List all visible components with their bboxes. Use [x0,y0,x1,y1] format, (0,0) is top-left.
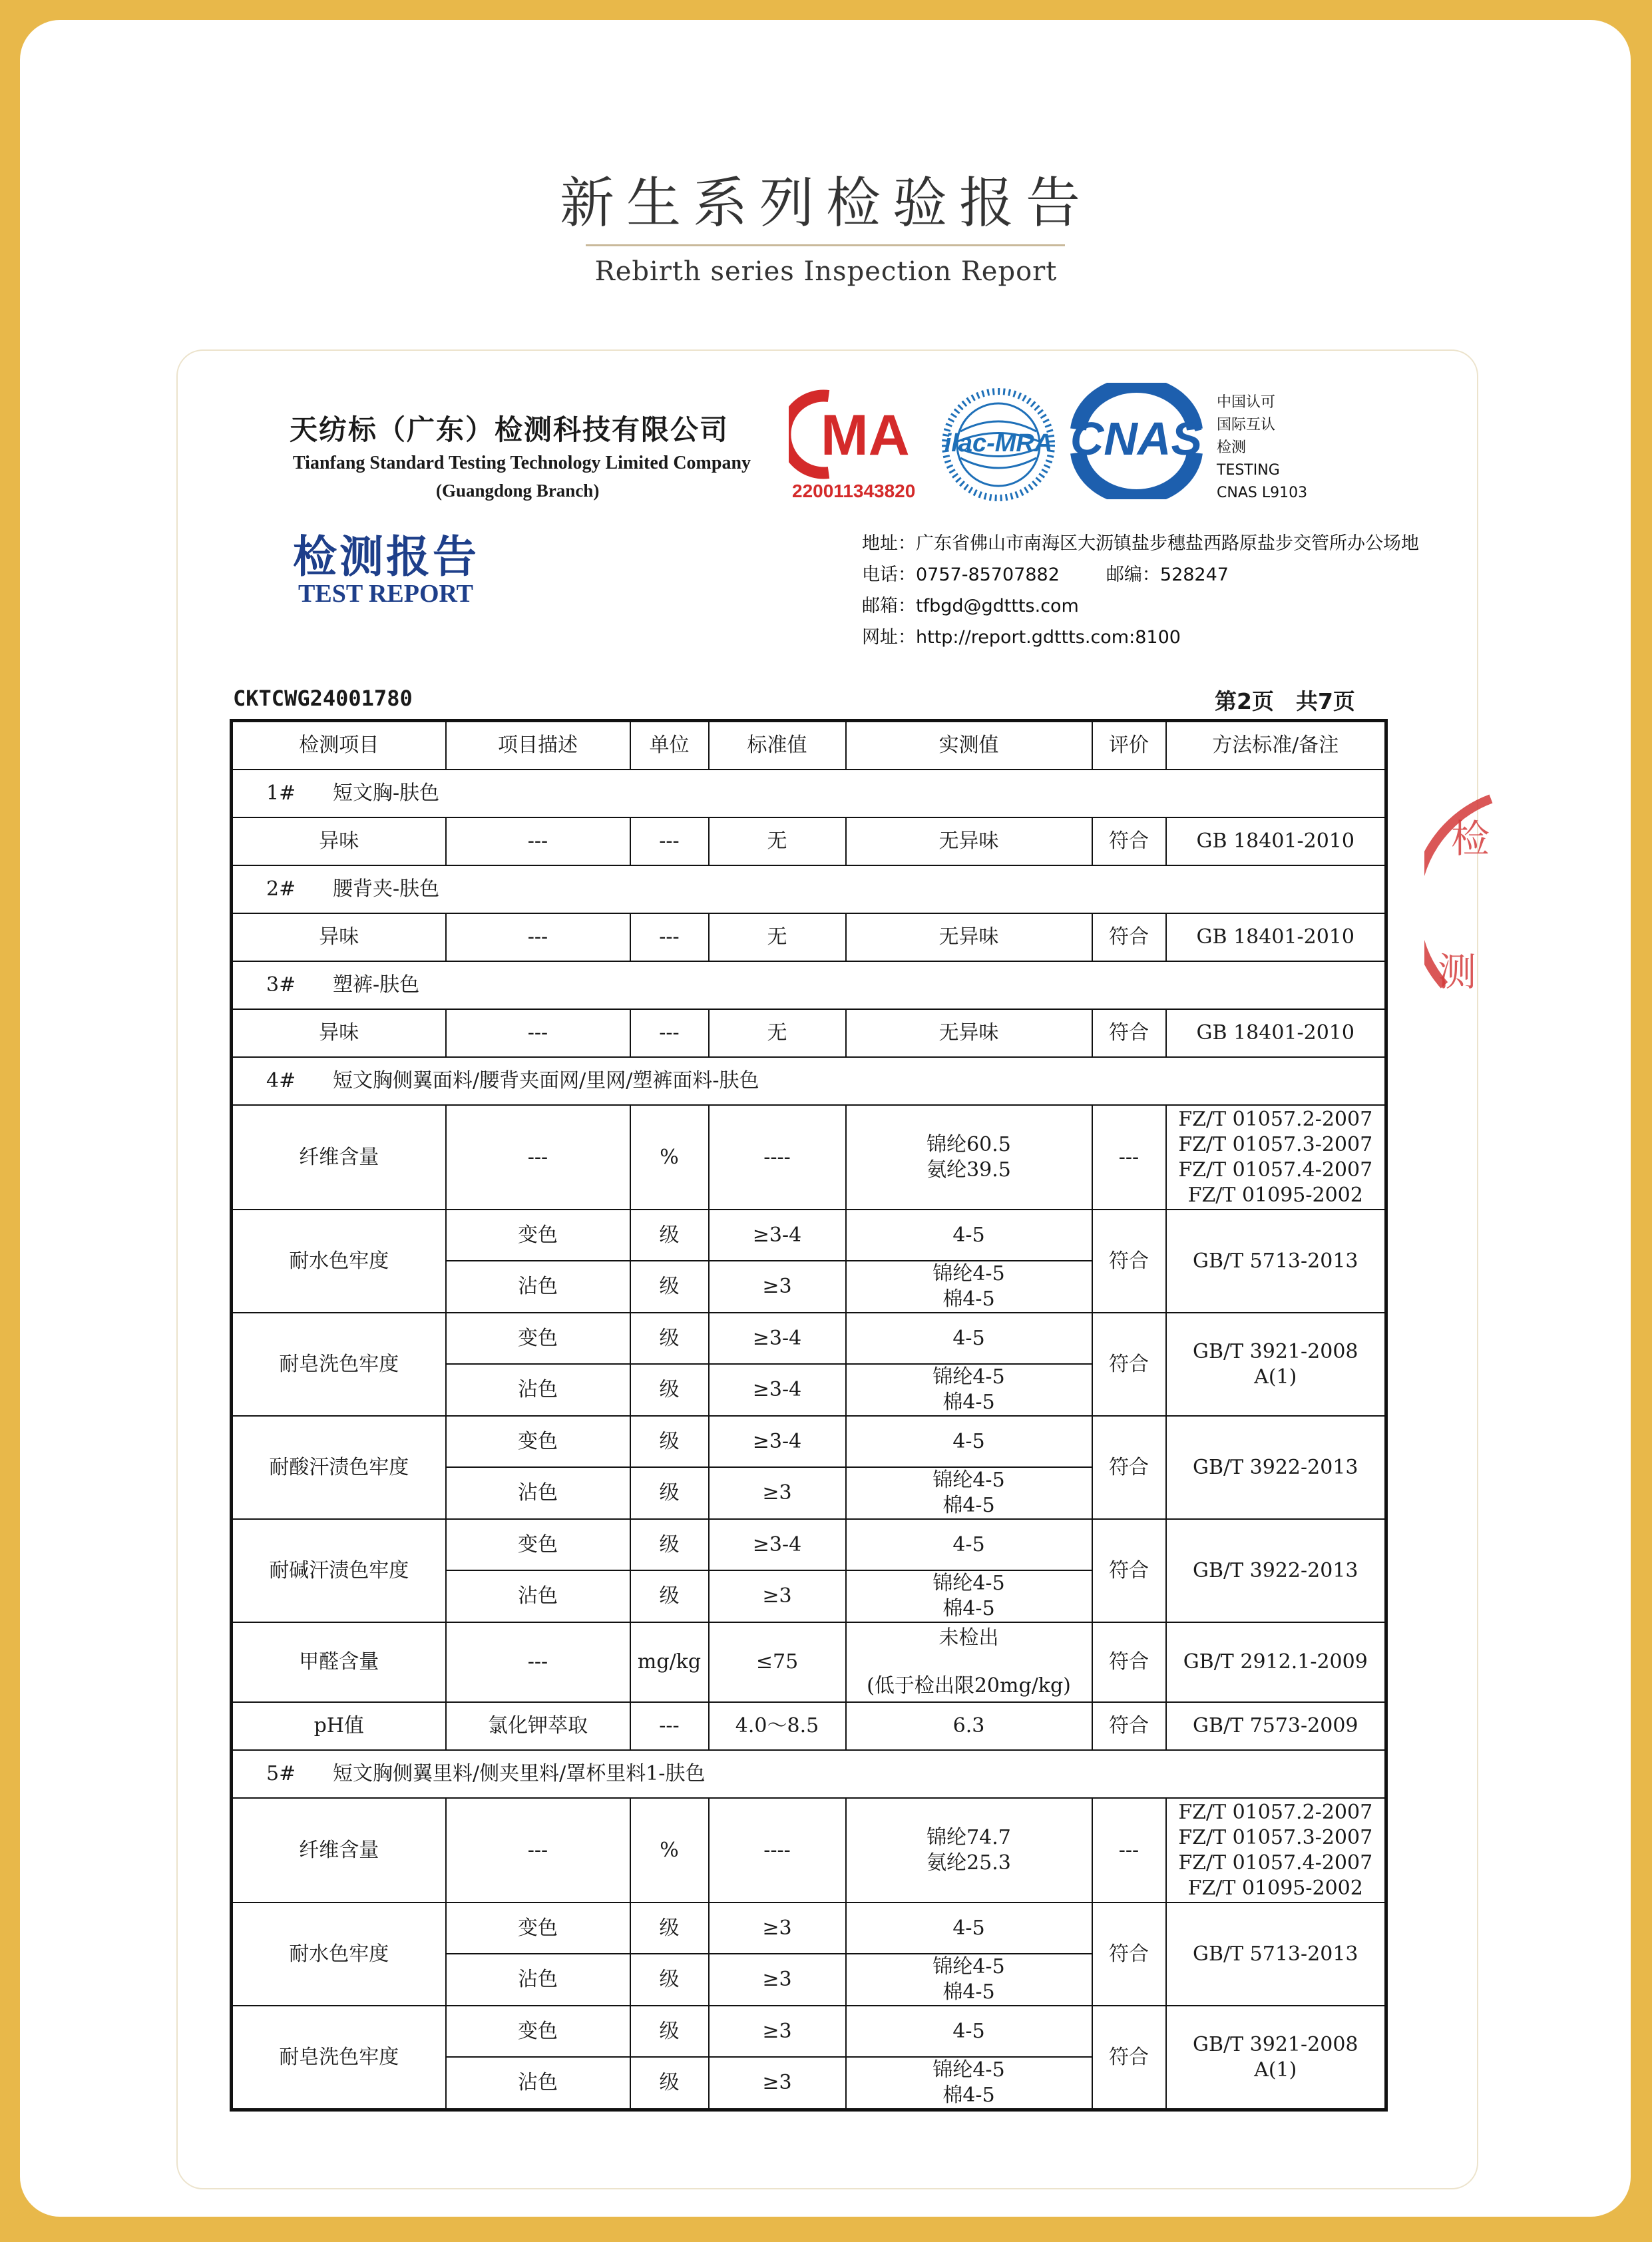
method-line: A(1) [1254,2058,1297,2082]
cell: ≥3-4 [709,1313,846,1364]
postcode: 邮编：528247 [1106,564,1229,585]
cell: 异味 [232,913,446,961]
cell: 异味 [232,1009,446,1057]
cnas-accreditation-text [1217,391,1307,505]
email: 邮箱：tfbgd@gdttts.com [862,596,1079,616]
cell [846,1622,1092,1702]
cell [1166,1105,1386,1210]
header-cell: 方法标准/备注 [1166,721,1386,770]
cell: ≥3-4 [709,1364,846,1416]
cell: 级 [630,1313,709,1364]
cma-logo [789,389,919,479]
cell: 氯化钾萃取 [446,1702,630,1750]
cell: 耐皂洗色牢度 [232,1313,446,1416]
value-line: 棉4-5 [942,2084,995,2107]
method-line: FZ/T 01057.2-2007 [1178,1800,1373,1824]
cma-code: 220011343820 [792,481,916,501]
cell [846,1261,1092,1313]
ilac-logo-text: ilac-MRA [944,429,1053,457]
cell: 无异味 [846,913,1092,961]
sample-header-row [232,865,1386,913]
cell: mg/kg [630,1622,709,1702]
cell: 符合 [1092,1702,1166,1750]
value-line: 锦纶74.7 [927,1825,1011,1849]
cnas-logo [1068,383,1205,499]
company-name-en: Tianfang Standard Testing Technology Limited Company [293,453,751,473]
cell: GB/T 2912.1-2009 [1166,1622,1386,1702]
table-row [232,1416,1386,1467]
report-label-cn: 检测报告 [293,531,479,582]
cell [846,2057,1092,2110]
table-row [232,1210,1386,1261]
value-line: 未检出 [938,1626,999,1650]
cell [846,1105,1092,1210]
cell: 无 [709,913,846,961]
cell: 符合 [1092,1519,1166,1622]
value-line: 锦纶4-5 [932,1365,1005,1389]
contact-info [862,528,1419,653]
report-number: CKTCWG24001780 [233,686,413,711]
cnas-side-line: 中国认可 [1217,394,1276,411]
cell: ≥3-4 [709,1416,846,1467]
table-row [232,1519,1386,1570]
cell: 沾色 [446,1954,630,2006]
cell: 符合 [1092,1903,1166,2006]
table-row [232,913,1386,961]
page-subtitle: Rebirth series Inspection Report [594,256,1058,287]
cell: 变色 [446,1210,630,1261]
cell: GB/T 3922-2013 [1166,1416,1386,1519]
header-cell: 标准值 [709,721,846,770]
value-line: 锦纶4-5 [932,1572,1005,1595]
cell [1166,2006,1386,2110]
cell: % [630,1105,709,1210]
cell: 纤维含量 [232,1105,446,1210]
cell: ---- [709,1798,846,1903]
cell: ≥3 [709,2057,846,2110]
cell: GB/T 3922-2013 [1166,1519,1386,1622]
cell: 耐酸汗渍色牢度 [232,1416,446,1519]
cell: 级 [630,1261,709,1313]
cell: 符合 [1092,1622,1166,1702]
value-line: 棉4-5 [942,1494,995,1517]
cell: ≥3-4 [709,1210,846,1261]
value-line: 棉4-5 [942,1980,995,2004]
cell: ≥3 [709,1954,846,2006]
cell: GB/T 5713-2013 [1166,1903,1386,2006]
cell: 级 [630,1210,709,1261]
sample-name: 塑裤-肤色 [333,973,420,997]
table-row [232,1622,1386,1702]
table-row [232,1105,1386,1210]
method-line: FZ/T 01057.4-2007 [1178,1851,1373,1875]
cell: --- [630,817,709,865]
cell: GB/T 5713-2013 [1166,1210,1386,1313]
website: 网址：http://report.gdttts.com:8100 [862,627,1181,648]
cell [1166,1313,1386,1416]
cma-logo-text: MA [821,403,910,467]
cell: ≥3 [709,2006,846,2057]
inspection-stamp [1424,785,1624,1038]
cell: 级 [630,2006,709,2057]
cell: 符合 [1092,2006,1166,2110]
ilac-mra-logo [942,378,1055,511]
cell: 变色 [446,1416,630,1467]
cell: 级 [630,1954,709,2006]
cell [846,1954,1092,2006]
cell [1166,1798,1386,1903]
cell: % [630,1798,709,1903]
header-cell: 检测项目 [232,721,446,770]
sample-header-row [232,961,1386,1009]
value-line: 棉4-5 [942,1287,995,1311]
title-divider [586,244,1065,246]
company-branch: (Guangdong Branch) [436,481,600,501]
cell: 4-5 [846,1903,1092,1954]
value-line: 棉4-5 [942,1391,995,1414]
table-row [232,2006,1386,2057]
cell: 甲醛含量 [232,1622,446,1702]
cell [846,1364,1092,1416]
cell: 符合 [1092,1210,1166,1313]
cell: GB/T 7573-2009 [1166,1702,1386,1750]
method-line: FZ/T 01057.3-2007 [1178,1132,1373,1156]
sample-name: 腰背夹-肤色 [333,877,440,901]
cell: 级 [630,2057,709,2110]
cell: 符合 [1092,913,1166,961]
sample-header-row [232,1057,1386,1105]
cell: 无异味 [846,1009,1092,1057]
stamp-char: 检 [1451,816,1490,861]
value-line: 锦纶4-5 [932,1262,1005,1285]
cell: --- [446,1622,630,1702]
page-indicator: 第2页 共7页 [1215,688,1355,714]
table-row [232,1798,1386,1903]
cnas-logo-text: CNAS [1070,413,1203,465]
cell: ---- [709,1105,846,1210]
cell: 6.3 [846,1702,1092,1750]
header-cell: 评价 [1092,721,1166,770]
header-cell: 实测值 [846,721,1092,770]
header-cell: 单位 [630,721,709,770]
cell: 沾色 [446,1261,630,1313]
cell: 符合 [1092,1009,1166,1057]
method-line: GB/T 3921-2008 [1193,1339,1358,1363]
value-line: 棉4-5 [942,1597,995,1620]
company-name-cn: 天纺标（广东）检测科技有限公司 [290,413,729,446]
value-line: (低于检出限20mg/kg) [867,1674,1071,1697]
value-line: 锦纶4-5 [932,1468,1005,1492]
cell: 无 [709,1009,846,1057]
cell: --- [630,1009,709,1057]
cell: --- [446,1105,630,1210]
sample-id: 2# [266,877,296,901]
sample-id: 5# [266,1762,296,1785]
value-line: 锦纶4-5 [932,1955,1005,1978]
cell: 沾色 [446,2057,630,2110]
sample-id: 3# [266,973,296,997]
value-line: 氨纶25.3 [927,1851,1011,1875]
page-title: 新生系列检验报告 [559,172,1092,235]
cell: 沾色 [446,1467,630,1519]
phone: 电话：0757-85707882 [862,564,1060,585]
table-row [232,1903,1386,1954]
cell: ≥3 [709,1261,846,1313]
method-line: FZ/T 01057.4-2007 [1178,1158,1373,1182]
cell: 级 [630,1519,709,1570]
cell: --- [630,913,709,961]
table-row [232,1702,1386,1750]
cell: 4-5 [846,1519,1092,1570]
cell: --- [446,1798,630,1903]
cell: 沾色 [446,1570,630,1622]
cell: 级 [630,1364,709,1416]
table-row [232,1009,1386,1057]
cell: pH值 [232,1702,446,1750]
cell [846,1467,1092,1519]
cell: 耐水色牢度 [232,1903,446,2006]
cell: 级 [630,1467,709,1519]
cell: --- [446,817,630,865]
cell: 耐皂洗色牢度 [232,2006,446,2110]
method-line: A(1) [1254,1365,1297,1389]
cell: 级 [630,1903,709,1954]
cell: ≥3 [709,1903,846,1954]
cell: 变色 [446,2006,630,2057]
cell: 4.0～8.5 [709,1702,846,1750]
cell: --- [630,1702,709,1750]
method-line: FZ/T 01095-2002 [1187,1183,1363,1207]
cnas-side-line: TESTING [1217,462,1280,479]
cell: 耐水色牢度 [232,1210,446,1313]
cnas-side-line: CNAS L9103 [1217,485,1308,501]
cell [846,1570,1092,1622]
value-line: 氨纶39.5 [927,1158,1011,1182]
cell: 级 [630,1570,709,1622]
cell: 4-5 [846,1210,1092,1261]
method-line: GB/T 3921-2008 [1193,2032,1358,2056]
cell: 4-5 [846,1416,1092,1467]
sample-id: 4# [266,1069,296,1092]
address: 地址：广东省佛山市南海区大沥镇盐步穗盐西路原盐步交管所办公场地 [862,533,1419,554]
cell: --- [1092,1798,1166,1903]
header-cell: 项目描述 [446,721,630,770]
sample-name: 短文胸侧翼面料/腰背夹面网/里网/塑裤面料-肤色 [333,1069,759,1092]
value-line: 锦纶4-5 [932,2058,1005,2082]
cell: --- [446,913,630,961]
cell: --- [446,1009,630,1057]
cell: 4-5 [846,1313,1092,1364]
cnas-side-line: 国际互认 [1217,417,1276,433]
cell: ≥3 [709,1467,846,1519]
cell: 符合 [1092,1313,1166,1416]
sample-id: 1# [266,782,296,805]
cell: 沾色 [446,1364,630,1416]
table-header-row [232,721,1386,770]
cell: 变色 [446,1519,630,1570]
cell: GB 18401-2010 [1166,817,1386,865]
cell: 4-5 [846,2006,1092,2057]
cell: --- [1092,1105,1166,1210]
cnas-side-line: 检测 [1217,439,1247,456]
table-row [232,817,1386,865]
method-line: FZ/T 01057.2-2007 [1178,1107,1373,1131]
cell: 耐碱汗渍色牢度 [232,1519,446,1622]
cell: 符合 [1092,1416,1166,1519]
cell: 符合 [1092,817,1166,865]
results-table [230,719,1388,2112]
cell: ≥3 [709,1570,846,1622]
method-line: FZ/T 01057.3-2007 [1178,1825,1373,1849]
cell [846,1798,1092,1903]
sample-name: 短文胸-肤色 [333,782,440,805]
value-line: 锦纶60.5 [927,1132,1011,1156]
cell: 变色 [446,1903,630,1954]
cell: 无 [709,817,846,865]
cell: 级 [630,1416,709,1467]
cell: GB 18401-2010 [1166,1009,1386,1057]
table-row [232,1313,1386,1364]
report-label-en: TEST REPORT [298,580,473,608]
sample-name: 短文胸侧翼里料/侧夹里料/罩杯里料1-肤色 [333,1762,706,1785]
cell: GB 18401-2010 [1166,913,1386,961]
cell: 无异味 [846,817,1092,865]
cell: 变色 [446,1313,630,1364]
cell: ≥3-4 [709,1519,846,1570]
sample-header-row [232,770,1386,817]
cell: 纤维含量 [232,1798,446,1903]
cell: ≤75 [709,1622,846,1702]
sample-header-row [232,1750,1386,1798]
stamp-char: 测 [1438,949,1477,995]
cell: 异味 [232,817,446,865]
method-line: FZ/T 01095-2002 [1187,1876,1363,1900]
